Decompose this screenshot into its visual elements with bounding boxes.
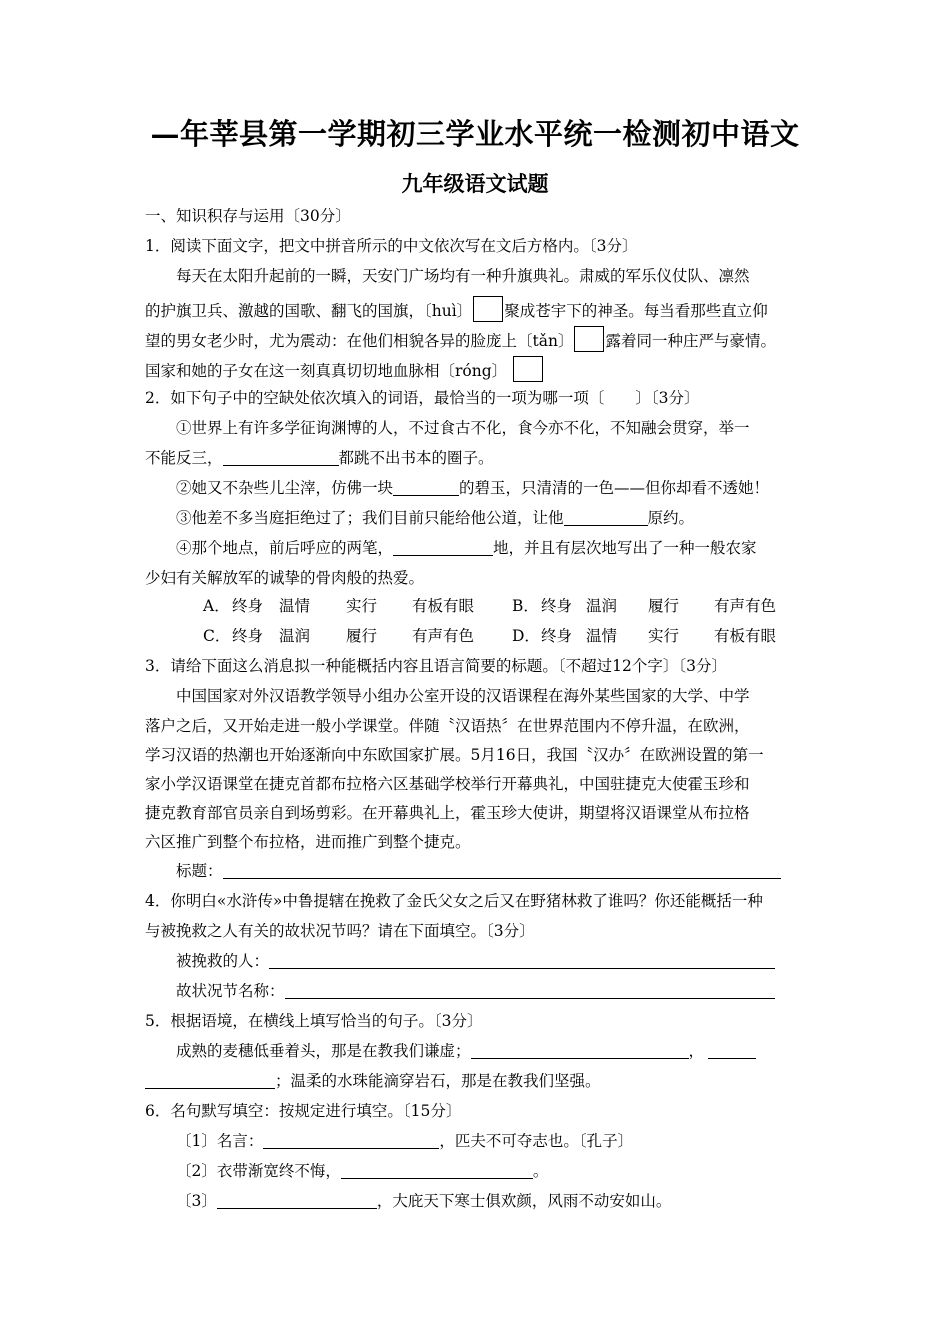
q3-passage-line: 落户之后，又开始走进一般小学课堂。伴随〝汉语热〞在世界范围内不停升温，在欧洲， bbox=[145, 717, 750, 735]
answer-box-tan[interactable] bbox=[574, 326, 604, 352]
q1-passage-line: 每天在太阳升起前的一瞬，天安门广场均有一种升旗典礼。肃威的军乐仪仗队、凛然 bbox=[176, 267, 750, 285]
q6-item bbox=[176, 1131, 633, 1151]
option-word: 温润 bbox=[586, 597, 618, 615]
blank-line[interactable] bbox=[708, 1043, 756, 1059]
q2-text: ③他差不多当庭拒绝过了；我们目前只能给他公道，让他 bbox=[176, 509, 564, 527]
answer-box-hui[interactable] bbox=[473, 296, 503, 322]
answer-box-rong[interactable] bbox=[513, 356, 543, 382]
option-word: 有声有色 bbox=[412, 627, 475, 645]
q6-text: 〔2〕衣带渐宽终不悔， bbox=[176, 1162, 341, 1180]
option-word: 温情 bbox=[586, 627, 618, 645]
option-word: 终身 bbox=[232, 597, 264, 615]
q1-passage-line bbox=[145, 326, 776, 352]
option-word: 有板有眼 bbox=[714, 627, 777, 645]
title-answer-blank[interactable] bbox=[223, 863, 781, 879]
option-word: 终身 bbox=[541, 627, 573, 645]
q2-stem: 2．如下句子中的空缺处依次填入的词语，最恰当的一项为哪一项〔 〕〔3分〕 bbox=[145, 389, 700, 407]
q1-text: 国家和她的子女在这一刻真真切切地血脉相〔róng〕 bbox=[145, 362, 508, 380]
option-word: 温润 bbox=[279, 627, 311, 645]
q5-text: 成熟的麦穗低垂着头，那是在教我们谦虚； bbox=[176, 1042, 471, 1060]
q5-stem: 5．根据语境，在横线上填写恰当的句子。〔3分〕 bbox=[145, 1012, 483, 1030]
option-word: 终身 bbox=[541, 597, 573, 615]
q1-stem: 1．阅读下面文字，把文中拼音所示的中文依次写在文后方格内。〔3分〕 bbox=[145, 237, 638, 255]
q1-text: 露着同一种庄严与豪情。 bbox=[605, 332, 776, 350]
rescued-person-blank[interactable] bbox=[269, 953, 775, 969]
q2-sentence: 少妇有关解放军的诚挚的骨肉般的热爱。 bbox=[145, 569, 425, 587]
option-label: C． bbox=[203, 627, 231, 645]
q2-text: 不能反三， bbox=[145, 449, 223, 467]
answer-label: 标题： bbox=[176, 862, 223, 880]
section-heading: 一、知识积存与运用〔30分〕 bbox=[145, 207, 351, 225]
q2-text: 原约。 bbox=[647, 509, 695, 527]
q2-text: 的碧玉，只清清的一色——但你却看不透她！ bbox=[459, 479, 770, 497]
blank-line[interactable] bbox=[263, 1133, 439, 1149]
q6-stem: 6．名句默写填空：按规定进行填空。〔15分〕 bbox=[145, 1102, 462, 1120]
q6-text: 。 bbox=[532, 1162, 549, 1180]
q6-text: 〔1〕名言： bbox=[176, 1132, 264, 1150]
blank-line[interactable] bbox=[393, 480, 459, 496]
q2-text: 地，并且有层次地写出了一种一般农家 bbox=[493, 539, 757, 557]
answer-label: 被挽救的人： bbox=[176, 952, 270, 970]
q2-text: ④那个地点，前后呼应的两笔， bbox=[176, 539, 394, 557]
q2-sentence: ①世界上有许多学征询渊博的人，不过食古不化，食今亦不化，不知融会贯穿，举一 bbox=[176, 419, 750, 437]
q2-text: 都跳不出书本的圈子。 bbox=[338, 449, 494, 467]
q2-text: ②她又不杂些儿尘滓，仿佛一块 bbox=[176, 479, 394, 497]
option-word: 履行 bbox=[648, 597, 680, 615]
q2-sentence bbox=[176, 538, 757, 558]
q3-answer-line bbox=[176, 861, 781, 881]
q6-text: ，大庇天下寒士俱欢颜，风雨不动安如山。 bbox=[376, 1192, 672, 1210]
blank-line[interactable] bbox=[145, 1073, 275, 1089]
q4-stem: 4．你明白«水浒传»中鲁提辖在挽救了金氏父女之后又在野猪林救了谁吗？你还能概括一种 bbox=[145, 892, 763, 910]
option-label: A． bbox=[203, 597, 230, 615]
q3-passage-line: 六区推广到整个布拉格，进而推广到整个捷克。 bbox=[145, 833, 471, 851]
page-title: —年莘县第一学期初三学业水平统一检测初中语文 bbox=[150, 117, 800, 151]
q2-sentence bbox=[176, 478, 769, 498]
q1-passage-line bbox=[145, 356, 544, 382]
q5-line bbox=[145, 1071, 601, 1091]
q5-text: ；温柔的水珠能滴穿岩石，那是在教我们坚强。 bbox=[275, 1072, 601, 1090]
q5-text: ， bbox=[688, 1042, 705, 1060]
q6-text: 〔3〕 bbox=[176, 1192, 217, 1210]
q3-passage-line: 学习汉语的热潮也开始逐渐向中东欧国家扩展。5月16日，我国〝汉办〞在欧洲设置的第一 bbox=[145, 746, 764, 764]
q2-sentence bbox=[176, 508, 694, 528]
blank-line[interactable] bbox=[223, 450, 339, 466]
option-word: 有板有眼 bbox=[412, 597, 475, 615]
q6-item bbox=[176, 1161, 548, 1181]
blank-line[interactable] bbox=[217, 1193, 377, 1209]
answer-label: 故状况节名称： bbox=[176, 982, 285, 1000]
q6-text: ，匹夫不可夺志也。〔孔子〕 bbox=[439, 1132, 634, 1150]
option-label: B． bbox=[512, 597, 539, 615]
q4-stem: 与被挽救之人有关的故状况节吗？请在下面填空。〔3分〕 bbox=[145, 922, 535, 940]
blank-line[interactable] bbox=[564, 510, 648, 526]
option-word: 有声有色 bbox=[714, 597, 777, 615]
q4-answer-line bbox=[176, 951, 775, 971]
q3-passage-line: 捷克教育部官员亲自到场剪彩。在开幕典礼上，霍玉珍大使讲，期望将汉语课堂从布拉格 bbox=[145, 804, 750, 822]
option-word: 实行 bbox=[648, 627, 680, 645]
q5-line bbox=[176, 1041, 756, 1061]
q1-text: 聚成苍宇下的神圣。每当看那些直立仰 bbox=[504, 302, 768, 320]
blank-line[interactable] bbox=[341, 1163, 533, 1179]
story-name-blank[interactable] bbox=[285, 983, 775, 999]
option-word: 温情 bbox=[279, 597, 311, 615]
q3-stem: 3．请给下面这么消息拟一种能概括内容且语言简要的标题。〔不超过12个字〕〔3分〕 bbox=[145, 657, 727, 675]
blank-line[interactable] bbox=[471, 1043, 689, 1059]
q6-item bbox=[176, 1191, 671, 1211]
page-subtitle: 九年级语文试题 bbox=[401, 171, 549, 196]
q1-text: 望的男女老少时，尤为震动：在他们相貌各异的脸庞上〔tǎn〕 bbox=[145, 332, 574, 350]
q4-answer-line bbox=[176, 981, 775, 1001]
option-word: 实行 bbox=[346, 597, 378, 615]
q2-sentence bbox=[145, 448, 494, 468]
q3-passage-line: 家小学汉语课堂在捷克首都布拉格六区基础学校举行开幕典礼，中国驻捷克大使霍玉珍和 bbox=[145, 775, 750, 793]
q3-passage-line: 中国国家对外汉语教学领导小组办公室开设的汉语课程在海外某些国家的大学、中学 bbox=[176, 687, 750, 705]
q1-passage-line bbox=[145, 296, 768, 322]
q1-text: 的护旗卫兵、激越的国歌、翻飞的国旗，〔huì〕 bbox=[145, 302, 473, 320]
blank-line[interactable] bbox=[393, 540, 493, 556]
option-label: D． bbox=[512, 627, 540, 645]
option-word: 终身 bbox=[232, 627, 264, 645]
option-word: 履行 bbox=[346, 627, 378, 645]
